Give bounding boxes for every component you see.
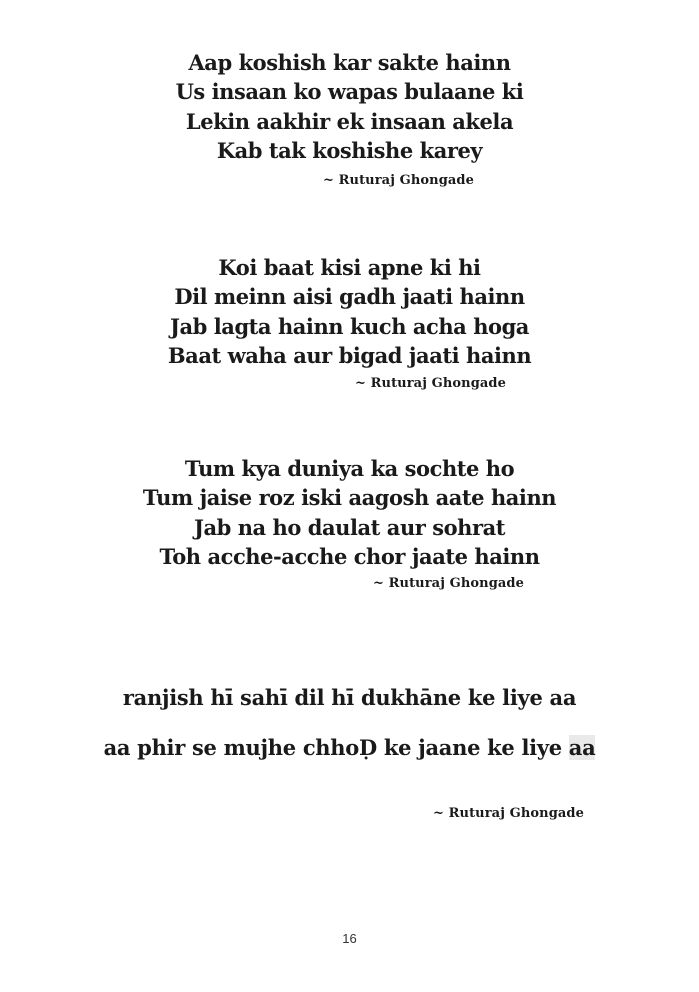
poem-line: Tum jaise roz iski aagosh aate hainn (142, 485, 557, 511)
poem-line: Koi baat kisi apne ki hi (218, 255, 481, 280)
poem-line: Baat waha aur bigad jaati hainn (167, 342, 532, 368)
page-number: 16 (342, 931, 357, 946)
poem-line: Aap koshish kar sakte hainn (188, 50, 511, 75)
author-signature: ~ Ruturaj Ghongade (433, 806, 584, 821)
author-signature: ~ Ruturaj Ghongade (355, 376, 506, 391)
author-signature: ~ Ruturaj Ghongade (373, 576, 524, 591)
poem-line: Lekin aakhir ek insaan akela (185, 108, 514, 134)
author-signature: ~ Ruturaj Ghongade (323, 173, 474, 188)
poem-line: Dil meinn aisi gadh jaati hainn (174, 284, 525, 310)
poem-line: Kab tak koshishe karey (216, 137, 483, 163)
stanza-2 (0, 253, 699, 370)
poem-line: Jab na ho daulat aur sohrat (193, 514, 506, 540)
couplet-line-2 (0, 735, 699, 760)
stanza-1 (0, 48, 699, 165)
poem-line: Jab lagta hainn kuch acha hoga (170, 313, 529, 339)
couplet-line-1: ranjish hī sahī dil hī dukhāne ke liye aa (122, 685, 577, 710)
couplet-line-2-text: aa phir se mujhe chhoḌ ke jaane ke liye (103, 735, 569, 760)
poem-line: Us insaan ko wapas bulaane ki (175, 79, 524, 105)
highlighted-word: aa (568, 735, 596, 760)
poem-line: Tum kya duniya ka sochte ho (184, 456, 515, 481)
stanza-3 (0, 454, 699, 571)
poem-line: Toh acche-acche chor jaate hainn (159, 543, 540, 569)
